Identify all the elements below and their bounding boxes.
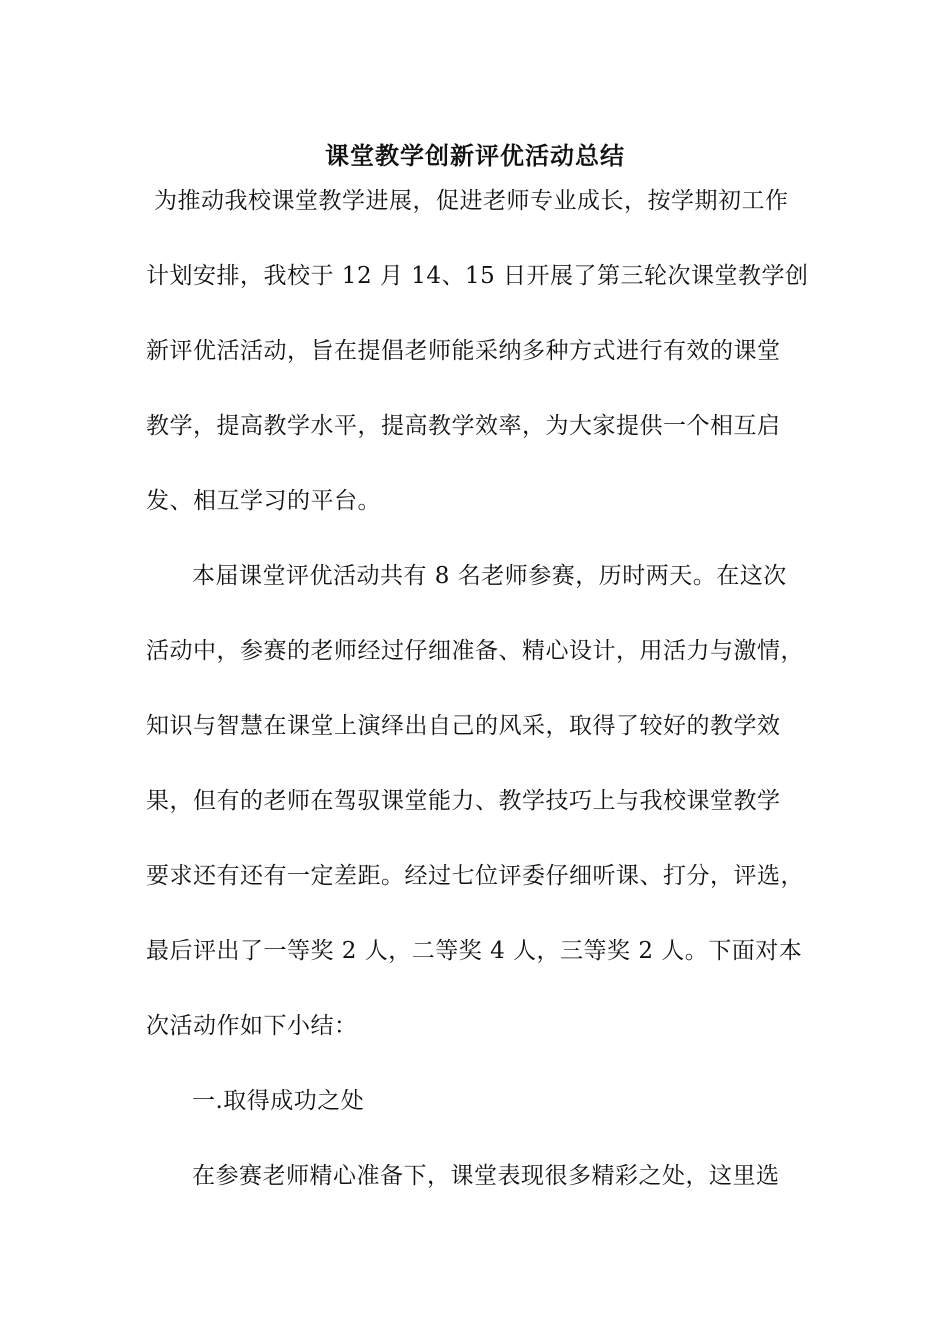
paragraph-line: 最后评出了一等奖 2 人，二等奖 4 人，三等奖 2 人。下面对本 (146, 938, 803, 964)
paragraph-line: 知识与智慧在课堂上演绎出自己的风采，取得了较好的教学效 (146, 713, 781, 739)
paragraph-line: 果，但有的老师在驾驭课堂能力、教学技巧上与我校课堂教学 (146, 788, 781, 814)
paragraph-line: 次活动作如下小结： (146, 1013, 358, 1039)
paragraph-line: 在参赛老师精心准备下，课堂表现很多精彩之处，这里选 (192, 1163, 780, 1189)
paragraph-line: 发、相互学习的平台。 (146, 488, 381, 514)
paragraph-line: 新评优活活动，旨在提倡老师能采纳多种方式进行有效的课堂 (146, 338, 781, 364)
paragraph-line: 活动中，参赛的老师经过仔细准备、精心设计，用活力与激情， (146, 638, 804, 664)
document-title: 课堂教学创新评优活动总结 (325, 141, 625, 170)
paragraph-line: 本届课堂评优活动共有 8 名老师参赛，历时两天。在这次 (192, 563, 787, 589)
paragraph-line: 计划安排，我校于 12 月 14、15 日开展了第三轮次课堂教学创 (146, 263, 809, 289)
paragraph-line: 为推动我校课堂教学进展，促进老师专业成长，按学期初工作 (154, 188, 789, 214)
paragraph-line: 教学，提高教学水平，提高教学效率，为大家提供一个相互启 (146, 413, 781, 439)
section-heading: 一.取得成功之处 (192, 1088, 365, 1114)
paragraph-line: 要求还有还有一定差距。经过七位评委仔细听课、打分，评选， (146, 863, 804, 889)
